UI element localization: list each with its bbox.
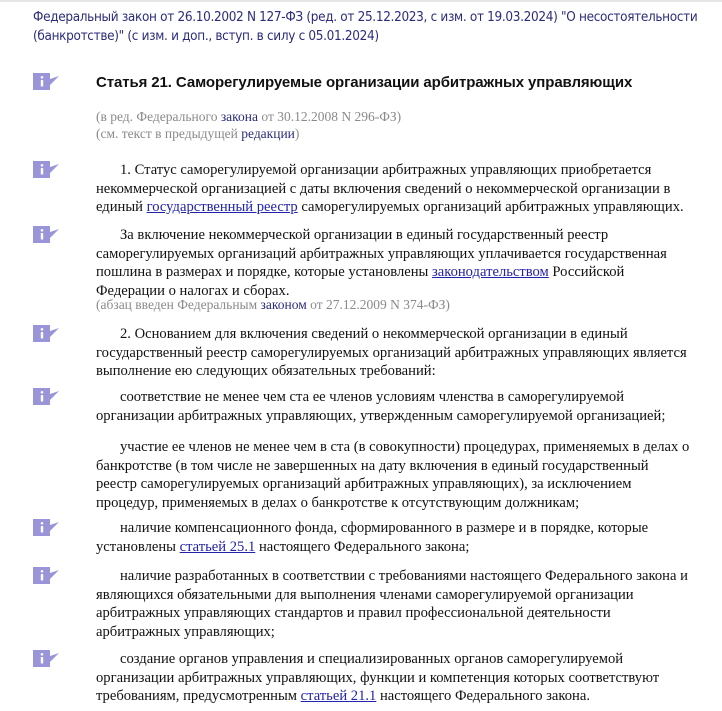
note-text: ) (294, 126, 300, 141)
text-line: участие ее членов не менее чем в ста (в совокупности) процедурах, применяемых в делах о (120, 439, 690, 455)
note-text: (в ред. Федерального (96, 109, 221, 124)
top-divider (0, 0, 722, 2)
info-comment-icon[interactable] (33, 388, 59, 405)
text-line: единый государственный реестр саморегулируемых организаций арбитражных управляющих. (96, 199, 684, 216)
text-line: саморегулируемых организаций арбитражных управляющих уплачивается государственная (96, 245, 667, 262)
revision-note (96, 108, 401, 125)
text-line: 1. Статус саморегулируемой организации арбитражных управляющих приобретается (120, 162, 652, 178)
requirement-compensation-fund (96, 519, 714, 556)
info-comment-icon[interactable] (33, 325, 59, 342)
text-line: За включение некоммерческой организации в единый государственный реестр (120, 227, 609, 243)
requirement-standards (96, 567, 714, 641)
text-line: создание органов управления и специализированных органов саморегулируемой (120, 651, 624, 667)
text-line: Федерации о налогах и сборах. (96, 282, 290, 299)
edition-link[interactable]: редакции (241, 126, 295, 141)
info-comment-icon[interactable] (33, 567, 59, 584)
info-comment-icon[interactable] (33, 519, 59, 536)
text-line: установлены статьей 25.1 настоящего Федерального закона; (96, 538, 470, 555)
article-title: Статья 21. Саморегулируемые организации арбитражных управляющих (96, 74, 633, 91)
article-21-1-link[interactable]: статьей 21.1 (300, 688, 377, 705)
state-registry-link[interactable]: государственный реестр (146, 199, 298, 216)
text-line: наличие разработанных в соответствии с требованиями настоящего Федерального закона и (120, 568, 688, 584)
text-line: требованиям, предусмотренным статьей 21.1 настоящего Федерального закона. (96, 688, 590, 705)
info-comment-icon[interactable] (33, 226, 59, 243)
document-header-line-2[interactable]: (банкротстве)" (с изм. и доп., вступ. в силу с 05.01.2024) (33, 29, 379, 44)
text-line: некоммерческой организацией с даты включения сведений о некоммерческой организации в (96, 180, 671, 197)
text-line: арбитражных управляющих; (96, 623, 275, 640)
info-comment-icon[interactable] (33, 650, 59, 667)
paragraph-introduced-note: (абзац введен Федеральным законом от 27.12.2009 N 374-ФЗ) (96, 297, 450, 312)
paragraph-state-fee (96, 226, 714, 300)
note-text: (см. текст в предыдущей (96, 126, 242, 141)
paragraph-1 (96, 161, 714, 217)
text-line: пошлина в размерах и порядке, которые установлены законодательством Российской (96, 264, 625, 281)
document-header[interactable] (33, 8, 703, 46)
law-link[interactable]: закона (220, 109, 258, 124)
info-comment-icon[interactable] (33, 73, 59, 90)
text-line: государственный реестр саморегулируемых организаций арбитражных управляющих является (96, 344, 687, 361)
info-comment-icon[interactable] (33, 161, 59, 178)
requirement-governing-bodies (96, 650, 714, 706)
previous-edition-note (96, 125, 299, 142)
text-line: процедур, применяемых в делах о банкротстве к отсутствующим должникам; (96, 494, 580, 511)
legislation-link[interactable]: законодательством (431, 264, 549, 281)
article-25-1-link[interactable]: статьей 25.1 (179, 538, 256, 555)
text-line: являющихся обязательными для выполнения членами саморегулируемой организации (96, 586, 634, 603)
text-line: выполнение ею следующих обязательных требований: (96, 363, 436, 380)
text-line: 2. Основанием для включения сведений о некоммерческой организации в единый (120, 326, 628, 342)
text-line: организации арбитражных управляющих, утвержденным саморегулируемой организацией; (96, 407, 666, 424)
text-line: соответствие не менее чем ста ее членов условиям членства в саморегулируемой (120, 389, 625, 405)
paragraph-2 (96, 325, 714, 381)
note-text: от 30.12.2008 N 296-ФЗ) (258, 109, 402, 124)
text-line: банкротстве (в том числе не завершенных на дату включения в единый государственный (96, 457, 649, 474)
text-line: арбитражных управляющих стандартов и правил профессиональной деятельности (96, 605, 611, 622)
requirement-procedures (96, 438, 714, 512)
requirement-membership (96, 388, 714, 425)
text-line: наличие компенсационного фонда, сформированного в размере и в порядке, которые (120, 520, 649, 536)
text-line: организации арбитражных управляющих, функции и компетенция которых соответствуют (96, 669, 660, 686)
document-header-line-1[interactable]: Федеральный закон от 26.10.2002 N 127-ФЗ (ред. от 25.12.2023, с изм. от 19.03.2024) "О несостоятельности (33, 10, 698, 25)
text-line: реестр саморегулируемых организаций арбитражных управляющих), за исключением (96, 476, 632, 493)
law-link[interactable]: законом (260, 297, 307, 312)
